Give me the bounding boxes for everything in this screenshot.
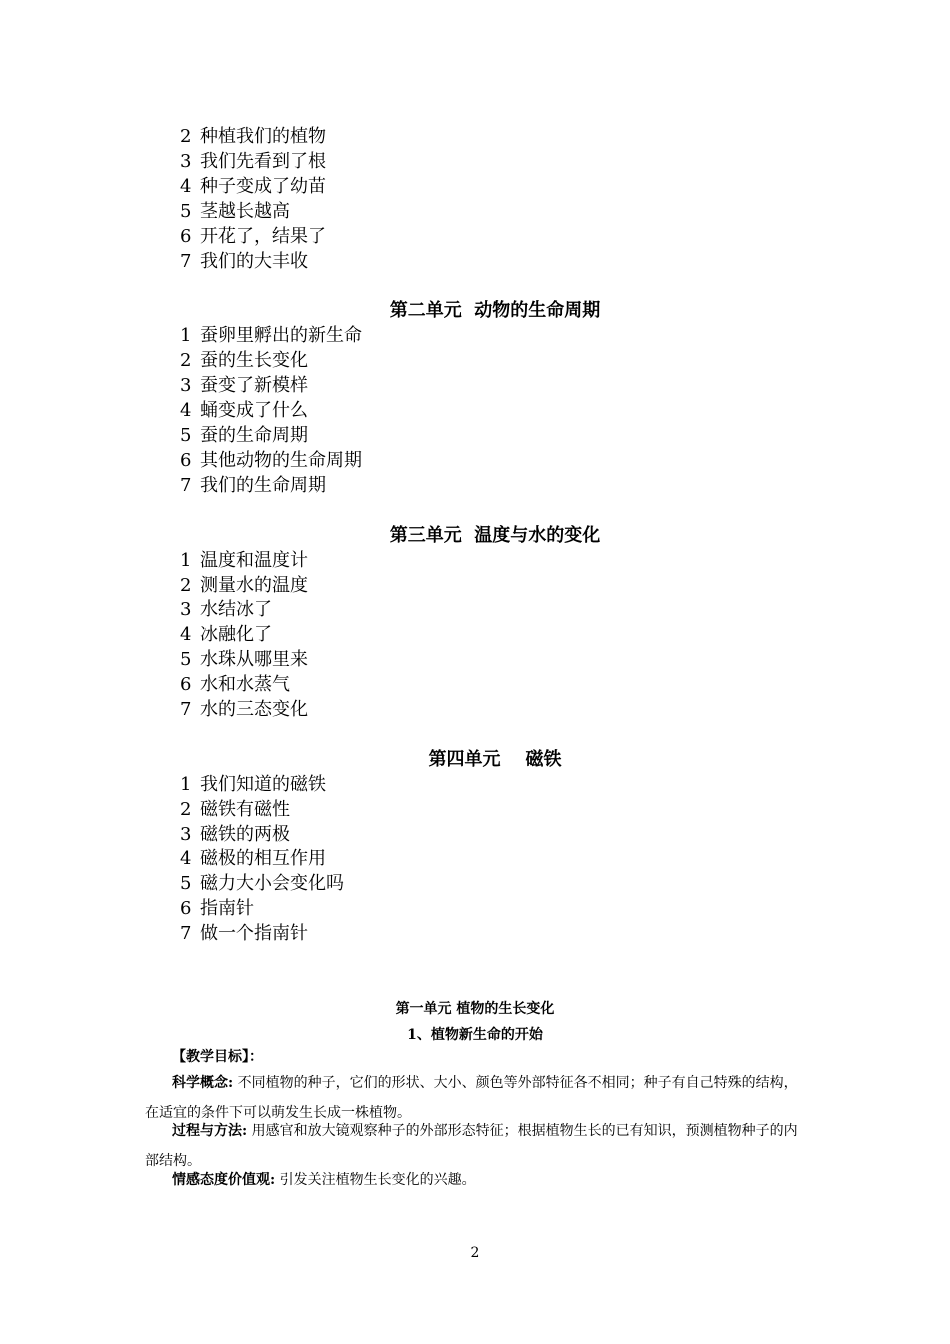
- lesson-unit-title: 第一单元 植物的生长变化: [395, 1001, 555, 1017]
- list-item: 7 做一个指南针: [180, 923, 308, 944]
- list-item: 4 种子变成了幼苗: [180, 176, 326, 197]
- list-item: 5 磁力大小会变化吗: [180, 873, 344, 894]
- attitude-values-paragraph: 情感态度价值观: 引发关注植物生长变化的兴趣。: [172, 1172, 476, 1188]
- unit2-heading: 第二单元 动物的生命周期: [389, 300, 601, 321]
- unit4-heading: 第四单元 磁铁: [428, 749, 562, 770]
- list-item: 1 我们知道的磁铁: [180, 774, 326, 795]
- list-item: 2 测量水的温度: [180, 575, 308, 596]
- unit3-heading: 第三单元 温度与水的变化: [389, 525, 601, 546]
- process-method-paragraph: 过程与方法: 用感官和放大镜观察种子的外部形态特征；根据植物生长的已有知识，预测植物种子的内部结构。: [145, 1123, 798, 1169]
- objectives-label: 【教学目标】：: [172, 1049, 263, 1065]
- list-item: 2 蚕的生长变化: [180, 350, 308, 371]
- list-item: 6 其他动物的生命周期: [180, 450, 362, 471]
- science-concept-paragraph: 科学概念: 不同植物的种子，它们的形状、大小、颜色等外部特征各不相同；种子有自己特殊的结构，在适宜的条件下可以萌发生长成一株植物。: [145, 1075, 798, 1121]
- list-item: 3 磁铁的两极: [180, 824, 290, 845]
- list-item: 1 蚕卵里孵出的新生命: [180, 325, 362, 346]
- list-item: 3 水结冰了: [180, 599, 272, 620]
- page-number: 2: [470, 1245, 480, 1261]
- list-item: 5 水珠从哪里来: [180, 649, 308, 670]
- list-item: 7 水的三态变化: [180, 699, 308, 720]
- list-item: 4 冰融化了: [180, 624, 272, 645]
- list-item: 6 水和水蒸气: [180, 674, 290, 695]
- list-item: 6 开花了，结果了: [180, 226, 326, 247]
- list-item: 3 我们先看到了根: [180, 151, 326, 172]
- list-item: 6 指南针: [180, 898, 254, 919]
- lesson-title: 1、植物新生命的开始: [407, 1027, 543, 1043]
- list-item: 7 我们的生命周期: [180, 475, 326, 496]
- list-item: 1 温度和温度计: [180, 550, 308, 571]
- list-item: 5 蚕的生命周期: [180, 425, 308, 446]
- list-item: 2 种植我们的植物: [180, 126, 326, 147]
- list-item: 7 我们的大丰收: [180, 251, 308, 272]
- list-item: 3 蚕变了新模样: [180, 375, 308, 396]
- list-item: 2 磁铁有磁性: [180, 799, 290, 820]
- list-item: 5 茎越长越高: [180, 201, 290, 222]
- list-item: 4 磁极的相互作用: [180, 848, 326, 869]
- list-item: 4 蛹变成了什么: [180, 400, 308, 421]
